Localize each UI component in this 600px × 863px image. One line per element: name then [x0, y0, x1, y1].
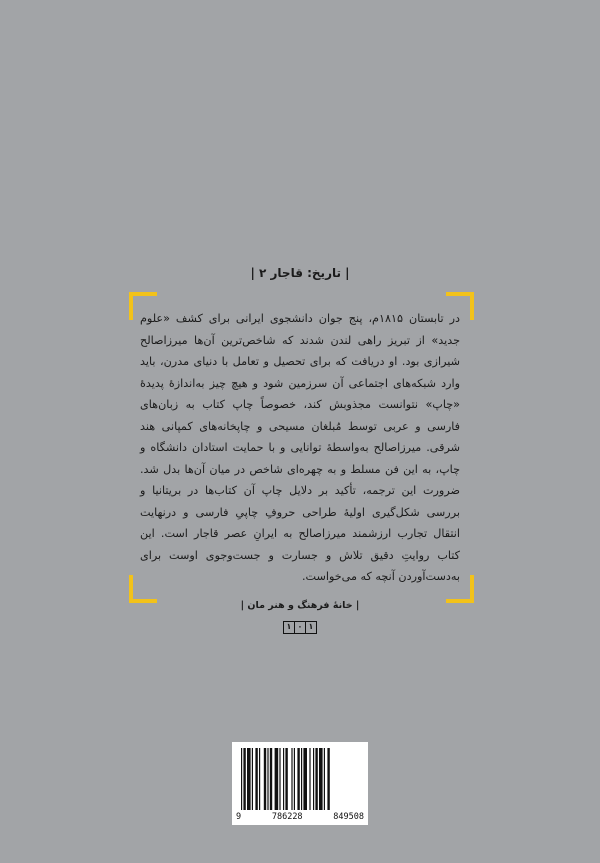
publisher-logo: [283, 621, 317, 634]
barcode-bar: [291, 748, 292, 810]
barcode-bar: [275, 748, 279, 810]
back-cover-blurb: [140, 308, 460, 588]
barcode-bars: [241, 748, 359, 810]
barcode-bar: [247, 748, 251, 810]
barcode-bar: [259, 748, 260, 810]
barcode-bar: [264, 748, 266, 810]
barcode-bar: [279, 748, 280, 810]
barcode-bar: [267, 748, 268, 810]
barcode-bar: [327, 748, 329, 810]
barcode-bar: [243, 748, 245, 810]
barcode-bar: [324, 748, 325, 810]
barcode-bar: [294, 748, 295, 810]
barcode-bar: [285, 748, 287, 810]
blurb-text: در تابستان ۱۸۱۵م، پنج جوان دانشجوی ایرانی برای کشف «علوم جدید» از تبریز راهی لندن شدند که شاخص‌ترین آن‌ها میرزاصالح شیرازی بود. او دریافت که برای تحصیل و تعامل با دنیای مدرن، باید وارد شبکه‌های اجتماعی آن سرزمین شود و هیچ چیز به‌اندازهٔ پدیدهٔ «چاپ» نتوانست مجذوبش کند، خصوصاً چاپ کتاب به زبان‌های فارسی و عربی توسط مُبلغان مسیحی و چاپخانه‌های کمپانی هند شرقی. میرزاصالح به‌واسطهٔ توانایی و با حمایت استادان دانشگاه و چاپ، به این فن مسلط و به چهره‌ای شاخص در میان آن‌ها بدل شد. ضرورت این ترجمه، تأکید بر دلایل چاپ آن کتاب‌ها در بریتانیا و بررسی شکل‌گیری اولیهٔ طراحی حروفِ چاپیِ فارسی و درنهایت انتقال تجارب ارزشمند میرزاصالح به ایرانِ عصر قاجار است. این کتاب روایتِ دقیق تلاش و جسارت و جست‌وجوی اوست برای به‌دست‌آوردن آنچه که می‌خواست.: [140, 312, 460, 583]
barcode-bar: [252, 748, 253, 810]
barcode-bar: [315, 748, 317, 810]
barcode-bar: [313, 748, 314, 810]
publisher-logo-cell: ۱: [284, 622, 295, 633]
barcode-digit-left: 786228: [271, 812, 303, 822]
barcode-bar: [309, 748, 310, 810]
barcode-bar: [241, 748, 242, 810]
isbn-barcode: [232, 742, 368, 825]
barcode-bar: [303, 748, 307, 810]
publisher-logo-cell: ۱: [308, 622, 314, 631]
barcode-bar: [301, 748, 302, 810]
barcode-bar: [255, 748, 257, 810]
barcode-bar: [319, 748, 323, 810]
barcode-digit-prefix: 9: [236, 812, 242, 822]
barcode-bar: [270, 748, 272, 810]
barcode-bar: [283, 748, 284, 810]
series-title: | تاریخ: قاجار ۲ |: [250, 266, 350, 280]
barcode-bar: [297, 748, 299, 810]
publisher-logo-cell: ۰: [295, 622, 306, 633]
barcode-digits: [236, 812, 364, 822]
publisher-name: | خانهٔ فرهنگ و هنر مان |: [240, 600, 360, 611]
barcode-digit-right: 849508: [333, 812, 364, 822]
